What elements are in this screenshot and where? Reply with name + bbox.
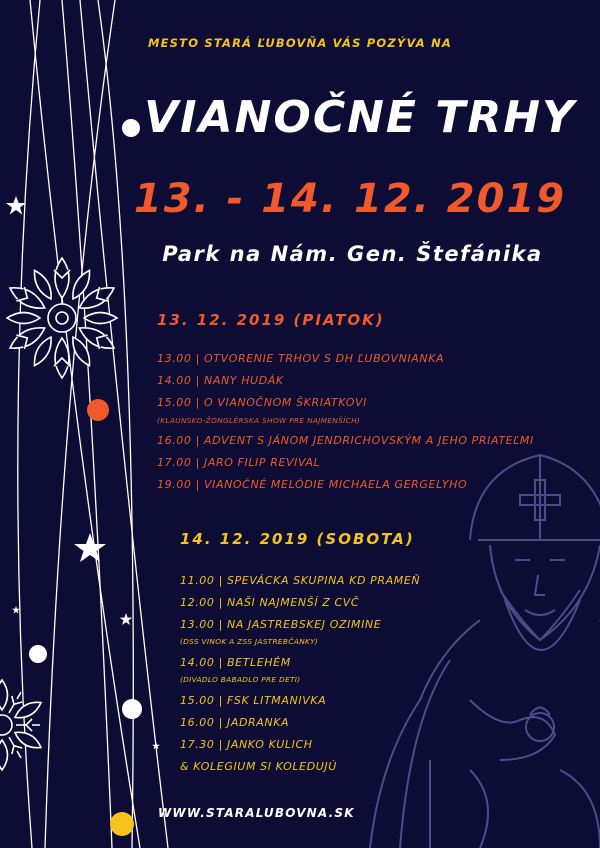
ornament-ball-icon: [110, 812, 134, 836]
star-icon: [120, 613, 133, 625]
ornament-ball-icon: [29, 645, 47, 663]
day2-event: 13.00 | NA JASTREBSKEJ OZIMINE: [180, 618, 382, 631]
day2-event-note: (DIVADLO BABADLO PRE DETI): [180, 675, 301, 684]
snowflake-icon: [6, 258, 118, 378]
day1-heading: 13. 12. 2019 (PIATOK): [157, 311, 385, 329]
day1-event: 17.00 | JARO FILIP REVIVAL: [157, 456, 321, 469]
invitation-line: MESTO STARÁ ĽUBOVŇA VÁS POZÝVA NA: [147, 36, 453, 50]
star-icon: [74, 533, 106, 562]
event-venue: Park na Nám. Gen. Štefánika: [162, 242, 543, 266]
day1-event: 19.00 | VIANOČNÉ MELÓDIE MICHAELA GERGELYHO: [157, 478, 468, 491]
day2-event: 14.00 | BETLEHÉM: [180, 656, 291, 669]
ornament-ball-icon: [87, 399, 109, 421]
website-link[interactable]: WWW.STARALUBOVNA.SK: [158, 806, 355, 820]
day2-event: 12.00 | NAŠI NAJMENŠÍ Z CVČ: [180, 596, 360, 609]
day2-event: 11.00 | SPEVÁCKA SKUPINA KD PRAMEŇ: [180, 574, 421, 587]
snowflake-icon: [0, 680, 44, 770]
bishop-saint-illustration: [370, 455, 600, 848]
day1-event-note: (KLAUNSKO-ŽONGLÉRSKA SHOW PRE NAJMENŠÍCH): [157, 416, 361, 425]
event-dates: 13. - 14. 12. 2019: [133, 176, 567, 222]
event-title: VIANOČNÉ TRHY: [144, 92, 576, 143]
day1-event: 14.00 | NANY HUDÁK: [157, 374, 284, 387]
day1-event: 13.00 | OTVORENIE TRHOV S DH ĽUBOVNIANKA: [157, 352, 445, 365]
star-icon: [12, 606, 20, 613]
day1-event: 15.00 | O VIANOČNOM ŠKRIATKOVI: [157, 396, 367, 409]
day2-event-note: (DSS VINOK A ZSS JASTREBČANKY): [180, 637, 319, 646]
ornament-ball-icon: [122, 699, 142, 719]
day2-event: 17.30 | JANKO KULICH: [180, 738, 313, 751]
day2-event: 16.00 | JADRANKA: [180, 716, 290, 729]
day2-heading: 14. 12. 2019 (SOBOTA): [180, 530, 415, 548]
day1-event: 16.00 | ADVENT S JÁNOM JENDRICHOVSKÝM A JEHO PRIATEĽMI: [157, 434, 534, 447]
day2-event: 15.00 | FSK LITMANIVKA: [180, 694, 327, 707]
day2-event: & KOLEGIUM SI KOLEDUJÚ: [180, 760, 337, 773]
